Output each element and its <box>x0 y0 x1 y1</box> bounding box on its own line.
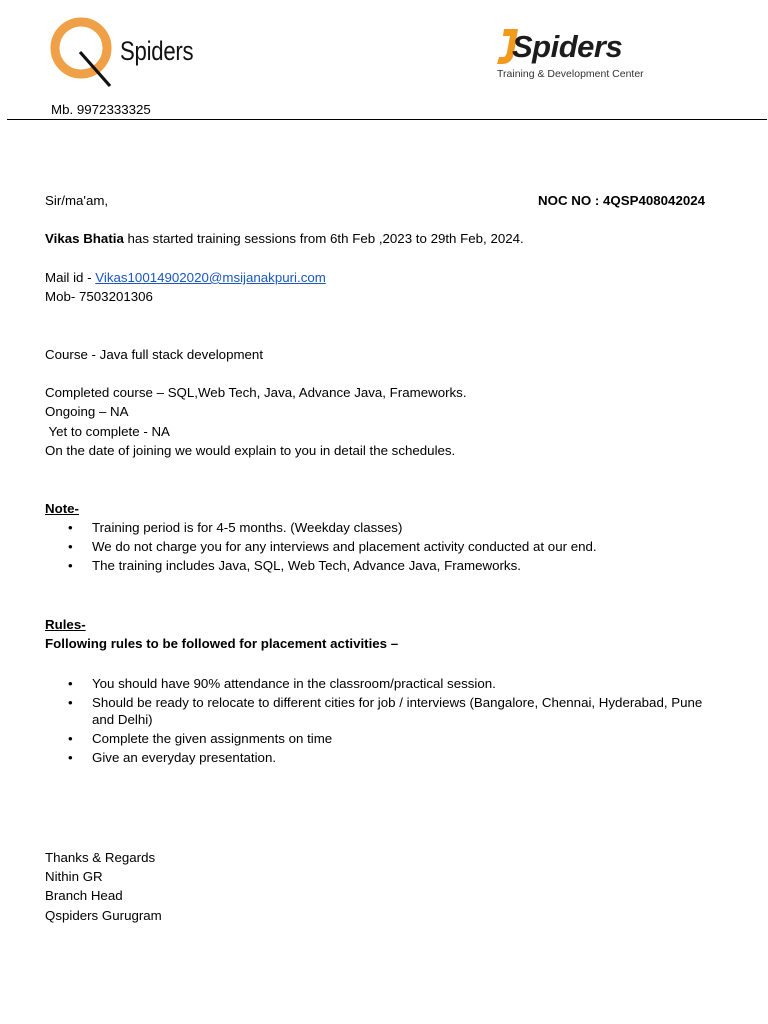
jspiders-logo <box>494 26 644 84</box>
bullet-icon: • <box>68 520 73 535</box>
completed-course-line: Completed course – SQL,Web Tech, Java, Advance Java, Frameworks. <box>45 385 467 400</box>
note-list <box>68 519 728 576</box>
rule-item: • Give an everyday presentation. <box>68 750 277 765</box>
mail-line <box>45 269 326 286</box>
header-divider <box>7 119 767 120</box>
noc-number: NOC NO : 4QSP408042024 <box>538 193 706 208</box>
email-link[interactable]: Vikas10014902020@msijanakpuri.com <box>95 270 326 285</box>
rules-heading: Rules- <box>45 617 86 632</box>
note-item: • We do not charge you for any interviews and placement activity conducted at our end. <box>68 539 597 554</box>
qspiders-logo <box>50 14 194 90</box>
signatory-name: Nithin GR <box>45 869 103 884</box>
jspiders-tagline: Training & Development Center <box>497 68 644 80</box>
joining-line: On the date of joining we would explain to you in detail the schedules. <box>45 443 456 458</box>
header-mobile-number: Mb. 9972333325 <box>51 102 151 117</box>
ongoing-line: Ongoing – NA <box>45 404 129 419</box>
note-heading: Note- <box>45 501 79 516</box>
rule-item: • You should have 90% attendance in the classroom/practical session. <box>68 676 496 691</box>
intro-text: has started training sessions from 6th Feb ,2023 to 29th Feb, 2024. <box>123 231 524 246</box>
bullet-icon: • <box>68 558 73 573</box>
yet-to-complete-line: Yet to complete - NA <box>45 424 170 439</box>
intro-line <box>45 230 524 247</box>
student-mobile: Mob- 7503201306 <box>45 289 153 304</box>
rules-subheading: Following rules to be followed for placement activities – <box>45 636 399 651</box>
bullet-icon: • <box>68 695 73 710</box>
rule-item: • Should be ready to relocate to different cities for job / interviews (Bangalore, Chennai, Hyderabad, Pune and Delhi) <box>68 695 703 727</box>
note-item: • Training period is for 4-5 months. (Weekday classes) <box>68 520 403 535</box>
signatory-title: Branch Head <box>45 888 123 903</box>
note-item: • The training includes Java, SQL, Web Tech, Advance Java, Frameworks. <box>68 558 521 573</box>
regards-line: Thanks & Regards <box>45 850 156 865</box>
mail-label: Mail id - <box>45 270 96 285</box>
course-line: Course - Java full stack development <box>45 347 264 362</box>
salutation: Sir/ma'am, <box>45 193 109 208</box>
student-name: Vikas Bhatia <box>45 231 124 246</box>
bullet-icon: • <box>68 539 73 554</box>
rule-item: • Complete the given assignments on time <box>68 731 333 746</box>
bullet-icon: • <box>68 750 73 765</box>
bullet-icon: • <box>68 676 73 691</box>
rules-list <box>68 675 728 768</box>
qspiders-logo-text: Spiders <box>120 36 194 66</box>
signatory-branch: Qspiders Gurugram <box>45 908 162 923</box>
bullet-icon: • <box>68 731 73 746</box>
jspiders-logo-text: Spiders <box>512 29 623 64</box>
